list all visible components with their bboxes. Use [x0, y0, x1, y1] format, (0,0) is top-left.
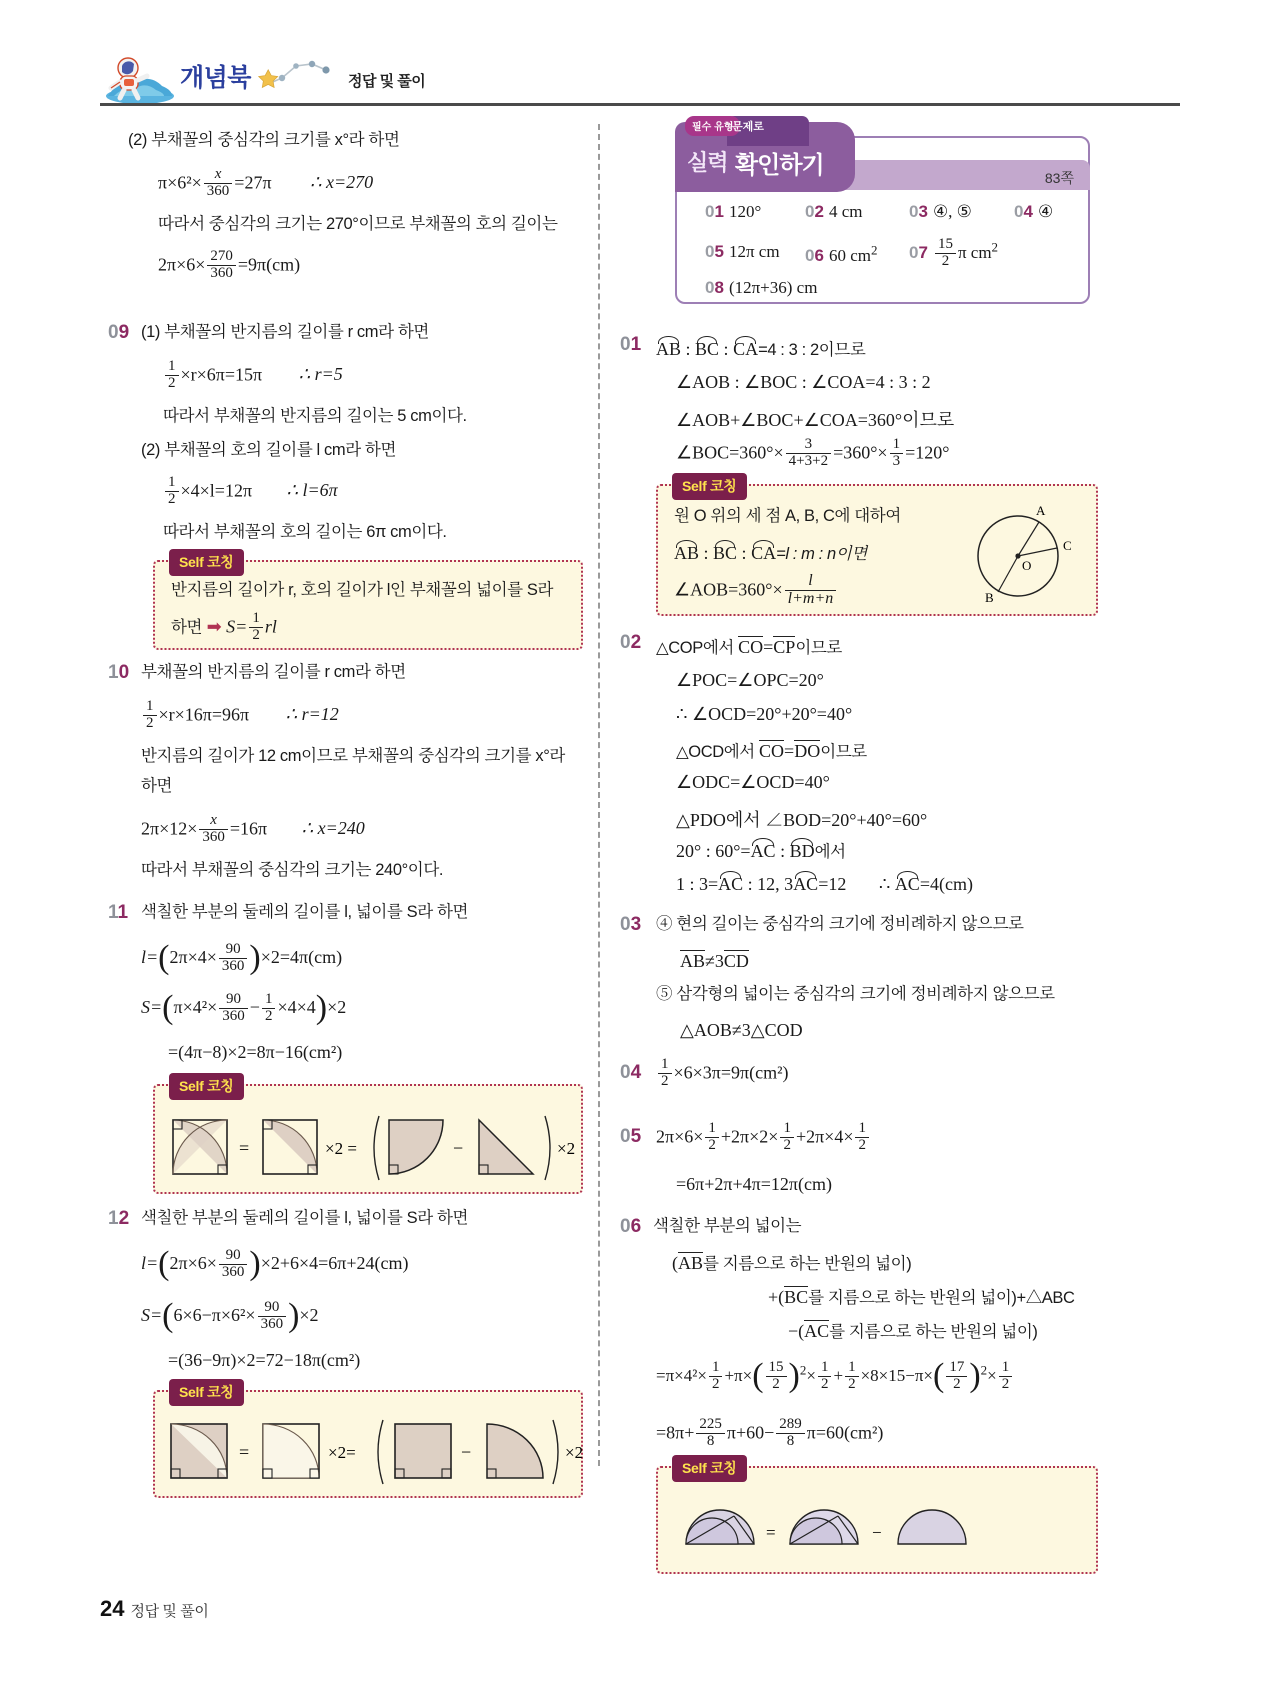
- self-coaching-badge: Self 코칭: [672, 473, 747, 500]
- item-08-cont: [128, 132, 400, 149]
- item-10-number: 10: [108, 662, 130, 683]
- arc-AC: AC: [718, 874, 744, 894]
- arc-BD: BD: [789, 841, 815, 861]
- arrow-icon: ➡: [206, 616, 222, 637]
- item-09-text-2: 따라서 부채꼴의 호의 길이는 6π cm이다.: [163, 523, 447, 541]
- item-11-number: 11: [108, 902, 129, 923]
- self-coaching-box-11: [153, 1078, 583, 1194]
- item-05-number: 05: [620, 1126, 642, 1147]
- page-header: [100, 50, 1180, 110]
- answer-box-page-ref: 83쪽: [1044, 170, 1074, 186]
- segment-AC: AC: [804, 1321, 830, 1341]
- item-10-text-3: 따라서 부채꼴의 중심각의 크기는 240°이다.: [141, 861, 444, 879]
- answer-item-02: 02 4 cm: [805, 202, 863, 221]
- svg-text:B: B: [985, 590, 994, 605]
- item-02-line-7: 20° : 60°=AC : BD에서: [676, 841, 846, 861]
- svg-text:C: C: [1063, 538, 1072, 553]
- svg-text:O: O: [1022, 558, 1032, 573]
- item-03-line-2: AB≠3CD: [680, 951, 749, 971]
- svg-text:−: −: [453, 1138, 464, 1158]
- svg-text:=: =: [766, 1523, 776, 1542]
- item-12-title: 색칠한 부분의 둘레의 길이를 l, 넓이를 S라 하면: [141, 1209, 469, 1227]
- item-05-line-2: =6π+2π+4π=12π(cm): [676, 1174, 832, 1194]
- item-08-line-1: (2) 부채꼴의 중심각의 크기를 x°라 하면: [128, 131, 400, 149]
- item-12-equation-3: =(36−9π)×2=72−18π(cm²): [168, 1350, 361, 1370]
- svg-text:=: =: [239, 1442, 250, 1462]
- footer-label: 정답 및 풀이: [130, 1603, 209, 1620]
- item-04-number: 04: [620, 1062, 642, 1083]
- coach-01-line-2: AB : BC : CA=l : m : n이면: [674, 543, 867, 563]
- item-06-number: 06: [620, 1216, 642, 1237]
- page-footer: [100, 1596, 208, 1622]
- self-coaching-badge: Self 코칭: [169, 549, 244, 576]
- item-03-line-1: ④ 현의 길이는 중심각의 크기에 정비례하지 않으므로: [656, 915, 1024, 933]
- segment-DO: DO: [794, 741, 821, 761]
- self-coaching-badge: Self 코칭: [169, 1379, 244, 1406]
- item-12-number: 12: [108, 1208, 130, 1229]
- svg-text:×2 =: ×2 =: [325, 1139, 357, 1158]
- svg-text:A: A: [1036, 503, 1046, 518]
- item-08-equation-1: π×6²× $\frac{x}{360}$ =27π ∴ x=270: [158, 166, 374, 199]
- item-02-line-8: 1 : 3=AC : 12, 3AC=12 ∴ AC=4(cm): [676, 874, 973, 894]
- header-divider: [100, 103, 1180, 106]
- arc-BC: BC: [695, 339, 720, 359]
- svg-text:−: −: [872, 1523, 882, 1542]
- item-10-title: 부채꼴의 반지름의 길이를 r cm라 하면: [141, 663, 406, 681]
- arc-AB: AB: [656, 339, 682, 359]
- arc-CA: CA: [733, 339, 759, 359]
- svg-text:×2: ×2: [565, 1443, 584, 1462]
- segment-BC: BC: [784, 1287, 809, 1307]
- self-coaching-box-12: [153, 1384, 584, 1498]
- semicircle-diagram: [682, 1494, 982, 1564]
- item-02-number: 02: [620, 632, 642, 653]
- item-01-line-3: ∠AOB+∠BOC+∠COA=360°이므로: [676, 410, 955, 430]
- answer-item-08: 08 (12π+36) cm: [705, 278, 818, 297]
- item-09-sub-2: (2) 부채꼴의 호의 길이를 l cm라 하면: [141, 441, 397, 459]
- item-06-line-3: +(BC를 지름으로 하는 반원의 넓이)+△ABC: [768, 1287, 1075, 1307]
- item-06-equation-1: =π×4²× $\frac{1}{2}$ +π×( $\frac{15}{2}$ )$^2$× $\frac{1}{2}$ + $\frac{1}{2}$ ×8×15−π×( $\frac{17}{2}$ )$^2$× $\frac{1}{2}$: [656, 1358, 1014, 1396]
- answer-item-06: 06 60 $cm^2$: [805, 242, 878, 265]
- arc-CA: CA: [751, 543, 777, 563]
- arc-AC: AC: [750, 841, 776, 861]
- item-12-equation-1: l=(2π×6× $\frac{90}{360}$ )×2+6×4=6π+24(cm): [141, 1245, 409, 1282]
- item-10-text-2: 하면: [141, 777, 173, 795]
- footer-page-number: 24: [100, 1596, 125, 1621]
- svg-text:−: −: [461, 1442, 472, 1462]
- astronaut-icon: [100, 52, 178, 104]
- circle-diagram-ABC: [966, 500, 1082, 608]
- item-08-line-2: 따라서 중심각의 크기는 270°이므로 부채꼴의 호의 길이는: [158, 215, 558, 233]
- column-divider: [598, 124, 600, 1466]
- arc-BC: BC: [713, 543, 738, 563]
- answer-box-title-right: 확인하기: [735, 152, 824, 179]
- item-04-equation: $\frac{1}{2}$ ×6×3π=9π(cm²): [656, 1058, 789, 1091]
- self-coaching-box-01: [656, 478, 1098, 616]
- segment-AB: AB: [680, 951, 706, 971]
- coach-09-line-2: 하면 ➡ S= $\frac{1}{2}$ rl: [171, 610, 277, 643]
- answer-summary-box: [675, 121, 1090, 304]
- item-11-equation-3: =(4π−8)×2=8π−16(cm²): [168, 1042, 343, 1062]
- constellation-icon: [260, 54, 340, 96]
- coach-01-line-3: ∠AOB=360°× $\frac{l}{l+m+n}$: [674, 574, 838, 609]
- item-06-line-2: (AB를 지름으로 하는 반원의 넓이): [672, 1253, 912, 1273]
- item-11-equation-1: l=(2π×4× $\frac{90}{360}$ )×2=4π(cm): [141, 939, 343, 976]
- item-01-line-1: AB : BC : CA=4 : 3 : 2이므로: [656, 339, 866, 359]
- answer-item-03: 03 ④, ⑤: [909, 202, 972, 221]
- item-03-line-3: ⑤ 삼각형의 넓이는 중심각의 크기에 정비례하지 않으므로: [656, 985, 1055, 1003]
- item-11-equation-2: S=(π×4²× $\frac{90}{360}$ − $\frac{1}{2}$ ×4×4)×2: [141, 989, 347, 1026]
- book-title: 개념북: [180, 64, 251, 92]
- answer-item-01: 01 120°: [705, 202, 762, 221]
- answer-box-tag-problems: 문제로: [732, 121, 764, 133]
- answer-item-07: 07 $\frac{15}{2}$ π $cm^2$: [909, 236, 999, 269]
- item-02-line-2: ∠POC=∠OPC=20°: [676, 670, 824, 690]
- arc-AC: AC: [894, 874, 920, 894]
- self-coaching-box-09: [153, 554, 583, 650]
- item-03-number: 03: [620, 914, 642, 935]
- item-10-equation-1: $\frac{1}{2}$ ×r×16π=96π ∴ r=12: [141, 700, 339, 733]
- coach-09-line-1: 반지름의 길이가 r, 호의 길이가 l인 부채꼴의 넓이를 S라: [171, 581, 554, 599]
- item-02-line-6: △PDO에서 ∠BOD=20°+40°=60°: [676, 810, 928, 830]
- item-08-equation-2: 2π×6× $\frac{270}{360}$ =9π(cm): [158, 248, 301, 281]
- segment-CD: CD: [723, 951, 749, 971]
- arc-AB: AB: [674, 543, 700, 563]
- item-01-line-2: ∠AOB : ∠BOC : ∠COA=4 : 3 : 2: [676, 372, 931, 392]
- coach-01-line-1: 원 O 위의 세 점 A, B, C에 대하여: [674, 507, 901, 525]
- item-05-line-1: 2π×6× $\frac{1}{2}$ +2π×2× $\frac{1}{2}$ +2π×4× $\frac{1}{2}$: [656, 1122, 871, 1155]
- shaded-region-diagram-1: [167, 1108, 576, 1186]
- item-09-text-1: 따라서 부채꼴의 반지름의 길이는 5 cm이다.: [163, 407, 467, 425]
- item-06-equation-2: =8π+ $\frac{225}{8}$ π+60− $\frac{289}{8}$ π=60(cm²): [656, 1416, 884, 1449]
- shaded-region-diagram-2: [165, 1414, 584, 1490]
- self-coaching-badge: Self 코칭: [169, 1073, 244, 1100]
- item-02-line-1: △COP에서 CO=CP이므로: [656, 637, 842, 657]
- item-02-line-3: ∴ ∠OCD=20°+20°=40°: [676, 704, 853, 724]
- arc-AC: AC: [793, 874, 819, 894]
- segment-CP: CP: [773, 637, 796, 657]
- item-10-text-1: 반지름의 길이가 12 cm이므로 부채꼴의 중심각의 크기를 x°라: [141, 747, 565, 765]
- answer-box-title-left: 실력: [687, 150, 728, 175]
- svg-text:×2: ×2: [557, 1139, 576, 1158]
- item-01-number: 01: [620, 334, 642, 355]
- header-subtitle: 정답 및 풀이: [348, 73, 426, 90]
- item-11-title: 색칠한 부분의 둘레의 길이를 l, 넓이를 S라 하면: [141, 903, 469, 921]
- item-06-line-1: 색칠한 부분의 넓이는: [653, 1217, 802, 1235]
- self-coaching-box-06: [656, 1460, 1098, 1574]
- svg-text:=: =: [239, 1138, 250, 1158]
- segment-CO: CO: [738, 637, 764, 657]
- item-02-line-4: △OCD에서 CO=DO이므로: [676, 741, 867, 761]
- item-06-line-4: −(AC를 지름으로 하는 반원의 넓이): [788, 1321, 1038, 1341]
- item-09-equation-2: $\frac{1}{2}$ ×4×l=12π ∴ l=6π: [163, 476, 338, 509]
- item-01-line-4: ∠BOC=360°× $\frac{3}{4+3+2}$ =360°× $\frac{1}{3}$ =120°: [676, 436, 950, 469]
- item-09-equation-1: $\frac{1}{2}$ ×r×6π=15π ∴ r=5: [163, 360, 343, 393]
- svg-text:×2=: ×2=: [328, 1443, 356, 1462]
- item-02-line-5: ∠ODC=∠OCD=40°: [676, 772, 830, 792]
- answer-box-tag-required: 필수 유형: [685, 116, 740, 136]
- answer-item-05: 05 12π cm: [705, 242, 780, 261]
- self-coaching-badge: Self 코칭: [672, 1455, 747, 1482]
- item-12-equation-2: S=(6×6−π×6²× $\frac{90}{360}$ )×2: [141, 1297, 319, 1334]
- answer-item-04: 04 ④: [1014, 202, 1054, 221]
- segment-CO: CO: [759, 741, 785, 761]
- segment-AB: AB: [678, 1253, 704, 1273]
- item-03-line-4: △AOB≠3△COD: [680, 1020, 803, 1040]
- item-09-number: 09: [108, 322, 130, 343]
- item-10-equation-2: 2π×12× $\frac{x}{360}$ =16π ∴ x=240: [141, 812, 365, 845]
- item-09-sub-1: (1) 부채꼴의 반지름의 길이를 r cm라 하면: [141, 323, 429, 341]
